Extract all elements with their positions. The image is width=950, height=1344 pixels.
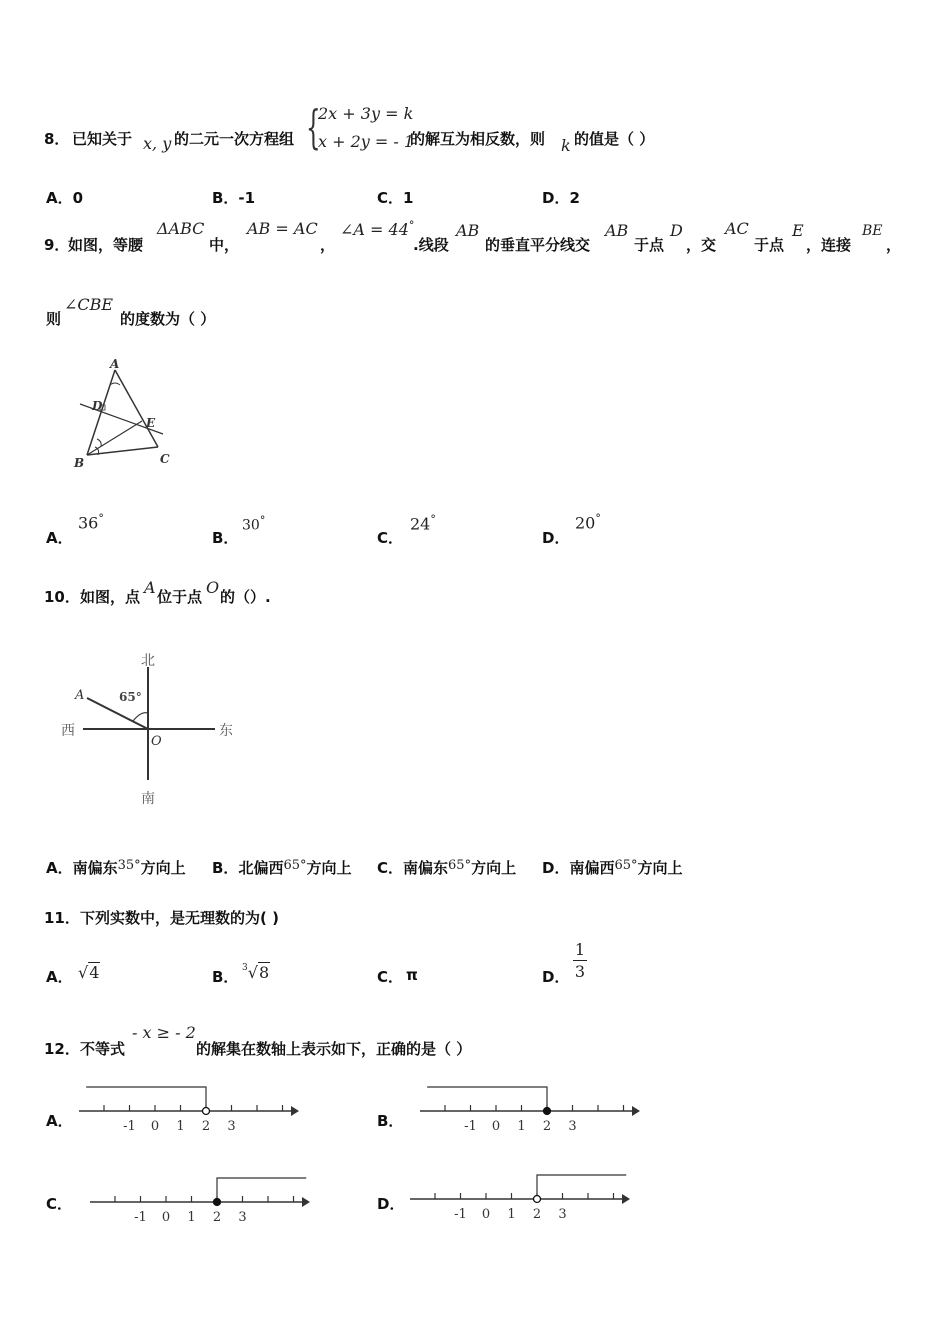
q10-option-d[interactable]: D．南偏西65°方向上	[542, 858, 683, 877]
q12-number: 12．	[44, 1040, 80, 1058]
q10-label-north: 北	[141, 653, 155, 669]
q8-option-d[interactable]: D．2	[542, 189, 580, 207]
q9-math-be: BE	[862, 223, 883, 239]
q8-equation-2: x + 2y = - 1	[318, 132, 415, 151]
tick-label: -1	[454, 1207, 467, 1222]
q9-label-e: E	[146, 416, 156, 430]
tick-label: 0	[150, 1119, 160, 1134]
q10-label-o: O	[151, 734, 162, 749]
solution-ray	[217, 1178, 306, 1199]
tick-label: -1	[123, 1119, 136, 1134]
q9-option-c-letter[interactable]: C．	[377, 529, 404, 547]
solution-ray	[427, 1087, 547, 1108]
axis-arrow	[302, 1197, 310, 1207]
q9-math-ab-1: AB	[456, 221, 480, 240]
q9-label-c: C	[160, 452, 170, 466]
solution-ray	[537, 1175, 626, 1196]
q9-text-1: 如图，等腰	[68, 236, 144, 254]
q10-label-west: 西	[61, 723, 75, 739]
q8-option-a[interactable]: A．0	[46, 189, 84, 207]
q12-text-1: 不等式	[80, 1040, 126, 1058]
axis-arrow	[632, 1106, 640, 1116]
axis-arrow	[291, 1106, 299, 1116]
q9-option-d-letter[interactable]: D．	[542, 529, 570, 547]
tick-label: 3	[568, 1119, 577, 1134]
q10-label-angle: 65°	[119, 690, 142, 704]
q8-brace: {	[306, 100, 321, 154]
q11-option-a-letter[interactable]: A．	[46, 968, 73, 986]
q9-math-ab-ac: AB = AC	[247, 219, 318, 238]
q12-text-2: 的解集在数轴上表示如下，正确的是（ ）	[196, 1040, 472, 1058]
q10-number: 10．	[44, 588, 80, 606]
q9-math-angle-a: ∠A = 44°	[340, 219, 415, 239]
q11-option-b-letter[interactable]: B．	[212, 968, 239, 986]
tick-label: 0	[161, 1210, 171, 1225]
tick-label: -1	[464, 1119, 477, 1134]
q9-label-b: B	[74, 456, 85, 470]
q9-option-b-letter[interactable]: B．	[212, 529, 239, 547]
q10-label-south: 南	[141, 791, 155, 807]
tick-label: 3	[558, 1207, 567, 1222]
q10-option-b[interactable]: B．北偏西65°方向上	[212, 858, 352, 877]
q8-vars: x, y	[143, 134, 172, 153]
q12-option-c-number-line[interactable]	[86, 1173, 318, 1231]
q12-option-c-letter[interactable]: C．	[46, 1195, 73, 1213]
q9-text-10: ，	[886, 236, 902, 254]
q9-option-b-value[interactable]: 30°	[242, 514, 266, 534]
q10-math-o: O	[206, 578, 220, 597]
q11-option-d-letter[interactable]: D．	[542, 968, 570, 986]
q8-option-c[interactable]: C．1	[377, 189, 414, 207]
q10-label-east: 东	[219, 723, 233, 739]
q9-option-a-letter[interactable]: A．	[46, 529, 73, 547]
tick-label: 2	[532, 1207, 542, 1222]
q11-text: 下列实数中，是无理数的为( )	[80, 909, 279, 927]
q9-text-7: ，交	[686, 236, 717, 254]
q10-text-3: 的（）.	[220, 588, 271, 606]
q12-option-a-number-line[interactable]	[75, 1082, 307, 1140]
solution-ray	[86, 1087, 206, 1108]
q10-math-a: A	[144, 578, 156, 597]
q9-math-d: D	[670, 221, 683, 240]
tick-label: 0	[481, 1207, 491, 1222]
q8-text-mid: 的二元一次方程组	[174, 130, 295, 148]
q11-number: 11．	[44, 909, 80, 927]
tick-label: 1	[507, 1207, 516, 1222]
q9-math-cbe: ∠CBE	[64, 295, 114, 314]
hollow-point	[203, 1108, 210, 1115]
tick-label: 3	[227, 1119, 236, 1134]
q9-math-ac: AC	[725, 219, 749, 238]
solid-point	[214, 1199, 221, 1206]
q8-option-b[interactable]: B．-1	[212, 189, 256, 207]
q11-option-b-value[interactable]: $^3$√8	[242, 963, 270, 982]
q12-option-b-letter[interactable]: B．	[377, 1112, 404, 1130]
tick-label: -1	[134, 1210, 147, 1225]
q9-text-8: 于点	[754, 236, 785, 254]
q10-compass-figure	[55, 645, 245, 810]
q9-line2-pre: 则	[46, 310, 62, 328]
q9-label-d: D	[92, 399, 103, 413]
hollow-point	[534, 1196, 541, 1203]
tick-label: 2	[201, 1119, 211, 1134]
tick-label: 3	[238, 1210, 247, 1225]
q9-text-6: 于点	[634, 236, 665, 254]
q10-text-2: 位于点	[157, 588, 203, 606]
q9-option-c-value[interactable]: 24°	[410, 513, 436, 534]
q8-text-post2: 的值是（ ）	[574, 130, 655, 148]
q12-option-d-number-line[interactable]	[406, 1170, 638, 1228]
solid-point	[544, 1108, 551, 1115]
q11-option-d-fraction[interactable]: 1 3	[574, 940, 586, 981]
q9-text-3: ，	[320, 236, 336, 254]
q9-triangle-figure	[70, 355, 190, 475]
q9-line2-post: 的度数为（ ）	[120, 310, 216, 328]
tick-label: 0	[491, 1119, 501, 1134]
q9-number: 9．	[44, 236, 70, 254]
q9-text-9: ，连接	[806, 236, 852, 254]
q12-option-d-letter[interactable]: D．	[377, 1195, 405, 1213]
q10-label-a: A	[75, 688, 85, 703]
q10-option-c[interactable]: C．南偏东65°方向上	[377, 858, 517, 877]
tick-label: 2	[212, 1210, 222, 1225]
q9-option-d-value[interactable]: 20°	[575, 512, 601, 533]
q8-equation-1: 2x + 3y = k	[318, 104, 414, 123]
q9-text-5: 的垂直平分线交	[485, 236, 591, 254]
q9-text-2: 中，	[209, 236, 240, 254]
q9-label-a: A	[110, 357, 120, 371]
q8-number: 8．	[44, 130, 70, 148]
q10-text-1: 如图，点	[80, 588, 141, 606]
q10-option-a[interactable]: A．南偏东35°方向上	[46, 858, 186, 877]
q11-option-c-letter[interactable]: C．	[377, 968, 404, 986]
q8-text-post1: 的解互为相反数，则	[410, 130, 546, 148]
q12-option-a-letter[interactable]: A．	[46, 1112, 73, 1130]
q12-option-b-number-line[interactable]	[416, 1082, 648, 1140]
q9-option-a-value[interactable]: 36°	[78, 512, 104, 533]
q12-inequality: - x ≥ - 2	[132, 1023, 196, 1042]
q8-text-pre: 已知关于	[72, 130, 133, 148]
q11-option-a-value[interactable]: √4	[78, 963, 100, 982]
q9-math-e: E	[792, 221, 804, 240]
q9-math-triangle: ΔABC	[157, 219, 205, 238]
tick-label: 2	[542, 1119, 552, 1134]
q11-option-c-value[interactable]: π	[406, 966, 418, 984]
q8-k: k	[561, 136, 571, 155]
q9-math-ab-2: AB	[605, 221, 629, 240]
tick-label: 1	[517, 1119, 526, 1134]
q9-text-4: .线段	[413, 236, 449, 254]
tick-label: 1	[176, 1119, 185, 1134]
axis-arrow	[622, 1194, 630, 1204]
tick-label: 1	[187, 1210, 196, 1225]
